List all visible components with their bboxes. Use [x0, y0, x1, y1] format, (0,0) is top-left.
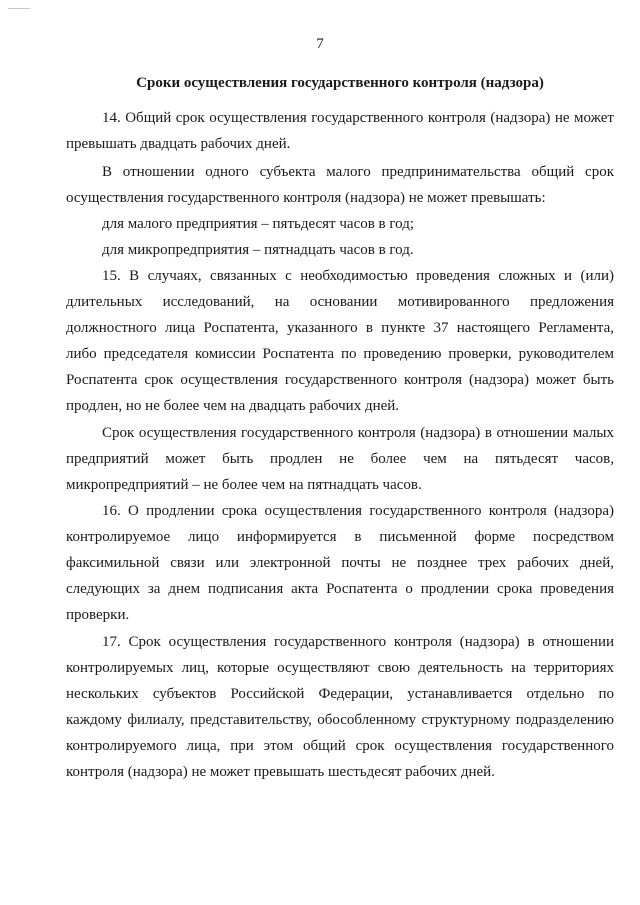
text-line: предприятий может быть продлен не более чем на пятьдесят часов, — [66, 451, 614, 467]
text-line: контролируемого лица, при этом общий срок осуществления государственного — [66, 738, 614, 754]
page-number: 7 — [316, 36, 324, 52]
text-line: следующих за днем подписания акта Роспатента о продлении срока проведения — [66, 581, 614, 597]
text-line: 15. В случаях, связанных с необходимостью проведения сложных и (или) — [102, 268, 614, 284]
text-line: контролируемых лиц, которые осуществляют свою деятельность на территориях — [66, 660, 614, 676]
text-line: для микропредприятия – пятнадцать часов в год. — [102, 242, 414, 258]
text-line: микропредприятий – не более чем на пятнадцать часов. — [66, 477, 422, 493]
text-line: контролируемое лицо информируется в письменной форме посредством — [66, 529, 614, 545]
text-line: 14. Общий срок осуществления государственного контроля (надзора) не может — [102, 110, 614, 126]
text-line: превышать двадцать рабочих дней. — [66, 136, 291, 152]
text-line: 16. О продлении срока осуществления государственного контроля (надзора) — [102, 503, 614, 519]
text-line: нескольких субъектов Российской Федерации, устанавливается отдельно по — [66, 686, 614, 702]
text-line: либо председателя комиссии Роспатента по проведению проверки, руководителем — [66, 346, 614, 362]
text-line: должностного лица Роспатента, указанного в пункте 37 настоящего Регламента, — [66, 320, 614, 336]
text-line: 17. Срок осуществления государственного контроля (надзора) в отношении — [102, 634, 614, 650]
text-line: длительных исследований, на основании мотивированного предложения — [66, 294, 614, 310]
text-line: контроля (надзора) не может превышать шестьдесят рабочих дней. — [66, 764, 495, 780]
text-line: каждому филиалу, представительству, обособленному структурному подразделению — [66, 712, 614, 728]
text-line: проверки. — [66, 607, 130, 623]
text-line: для малого предприятия – пятьдесят часов в год; — [102, 216, 415, 232]
text-line: Роспатента срок осуществления государственного контроля (надзора) может быть — [66, 372, 614, 388]
text-line: Срок осуществления государственного контроля (надзора) в отношении малых — [102, 425, 614, 441]
text-line: факсимильной связи или электронной почты не позднее трех рабочих дней, — [66, 555, 614, 571]
text-line: В отношении одного субъекта малого предпринимательства общий срок — [102, 164, 614, 180]
section-heading: Сроки осуществления государственного контроля (надзора) — [136, 75, 544, 91]
text-line: продлен, но не более чем на двадцать рабочих дней. — [66, 398, 400, 414]
scan-corner-mark — [8, 8, 30, 9]
text-line: осуществления государственного контроля (надзора) не может превышать: — [66, 190, 546, 206]
